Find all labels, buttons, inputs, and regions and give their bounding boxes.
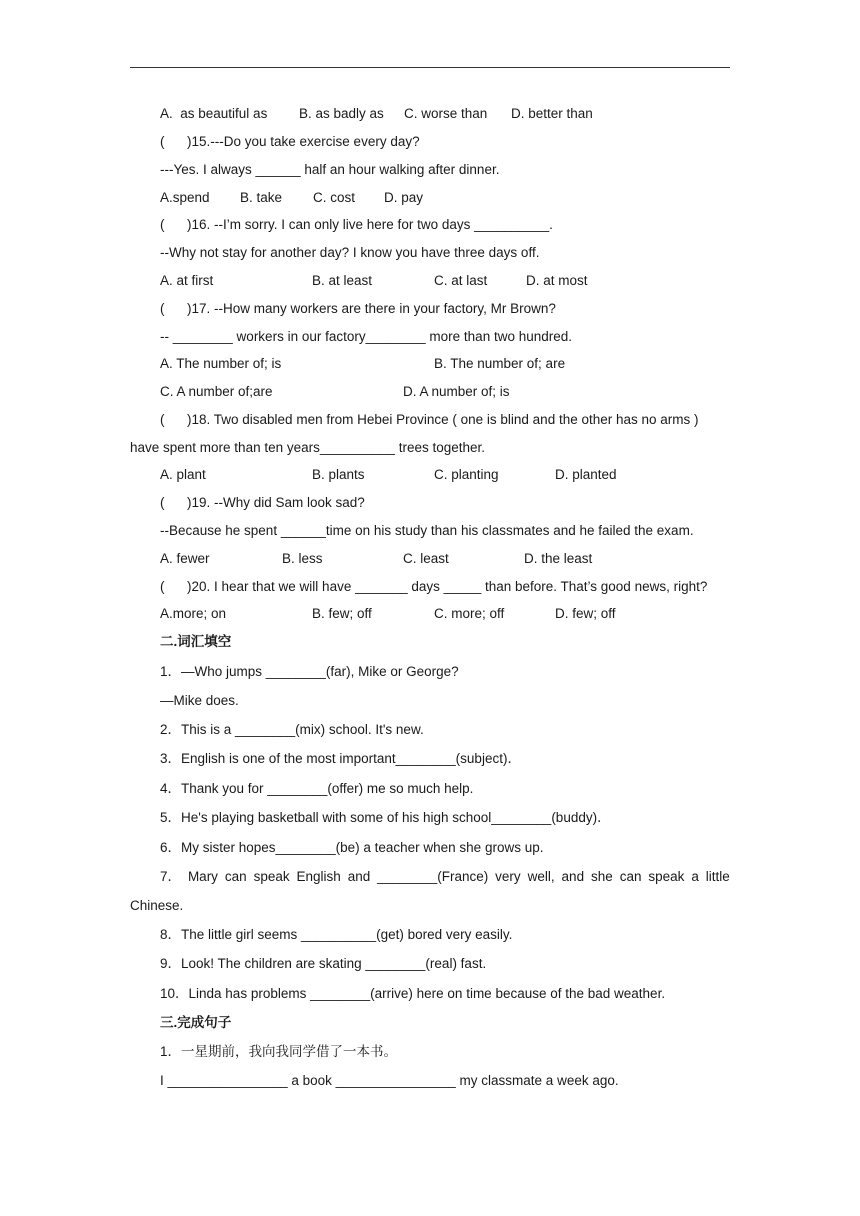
option-d: D. A number of; is [403,384,510,399]
option-c: C. more; off [434,606,505,621]
option-a: A. plant [160,467,206,482]
section-3-title: 三.完成句子 [160,1015,232,1030]
item-7-line1 [160,868,730,886]
option-d: D. planted [555,467,617,482]
sentence-en: I ________________ a book ________________ my classmate a week ago. [160,1073,619,1088]
question-17-stem: ( )17. --How many workers are there in your factory, Mr Brown? [160,301,556,316]
option-b: B. as badly as [299,106,384,121]
option-b: B. plants [312,467,365,482]
list-item: 5．He's playing basketball with some of his high school________(buddy)． [160,810,611,825]
question-16-line2: --Why not stay for another day? I know you have three days off. [160,245,540,260]
option-b: B. The number of; are [434,356,566,371]
list-item: 4．Thank you for ________(offer) me so much help. [160,781,474,796]
option-c: C. least [403,551,449,566]
word: a [691,869,699,884]
word: 7． [160,869,182,884]
word: little [705,869,730,884]
list-item: —Mike does. [160,693,239,708]
section-2-title: 二.词汇填空 [160,634,232,649]
list-item: 2．This is a ________(mix) school. It's new. [160,722,424,737]
word: speak [648,869,685,884]
question-19-line2: --Because he spent ______time on his study than his classmates and he failed the exam. [160,523,694,538]
option-c: C. planting [434,467,499,482]
option-d: D. better than [511,106,593,121]
question-20-stem: ( )20. I hear that we will have _______ days _____ than before. That’s good news, right? [160,579,708,594]
option-a: A. fewer [160,551,210,566]
option-d: D. at most [526,273,588,288]
question-18-stem: ( )18. Two disabled men from Hebei Province ( one is blind and the other has no arms ) [160,412,699,427]
question-15-stem: ( )15.---Do you take exercise every day? [160,134,420,149]
question-15-line2: ---Yes. I always ______ half an hour walking after dinner. [160,162,500,177]
question-17-line2: -- ________ workers in our factory________ more than two hundred. [160,329,573,344]
option-c: C. at last [434,273,488,288]
list-item: 9．Look! The children are skating ________(real) fast. [160,956,487,971]
word: well, [527,869,555,884]
word: can [619,869,642,884]
list-item: 1．—Who jumps ________(far), Mike or George? [160,664,459,679]
word: ________(France) [377,869,489,884]
option-a: A. at first [160,273,214,288]
list-item: 10．Linda has problems ________(arrive) here on time because of the bad weather. [160,986,666,1001]
sentence-cn: 1．一星期前，我向我同学借了一本书。 [160,1044,398,1059]
option-a: A.more; on [160,606,227,621]
list-item: 8．The little girl seems __________(get) bored very easily. [160,927,513,942]
word: and [347,869,371,884]
item-7-line2: Chinese. [130,898,184,913]
word: very [495,869,521,884]
word: Mary [187,869,218,884]
option-d: D. few; off [555,606,616,621]
word: and [561,869,585,884]
option-b: B. take [240,190,283,205]
question-19-stem: ( )19. --Why did Sam look sad? [160,495,365,510]
option-c: C. A number of;are [160,384,273,399]
option-a: A. as beautiful as [160,106,268,121]
option-c: C. cost [313,190,356,205]
list-item: 3．English is one of the most important________(subject)． [160,751,521,766]
word: English [296,869,341,884]
option-a: A.spend [160,190,210,205]
question-16-stem: ( )16. --I’m sorry. I can only live here for two days __________. [160,217,553,232]
option-b: B. less [282,551,323,566]
list-item: 6．My sister hopes________(be) a teacher when she grows up. [160,840,544,855]
option-b: B. few; off [312,606,372,621]
option-d: D. the least [524,551,593,566]
option-b: B. at least [312,273,373,288]
header-rule [130,67,730,68]
word: can [224,869,247,884]
option-a: A. The number of; is [160,356,282,371]
option-d: D. pay [384,190,424,205]
question-18-line2: have spent more than ten years__________ trees together. [130,440,486,455]
word: she [591,869,613,884]
word: speak [253,869,290,884]
option-c: C. worse than [404,106,488,121]
